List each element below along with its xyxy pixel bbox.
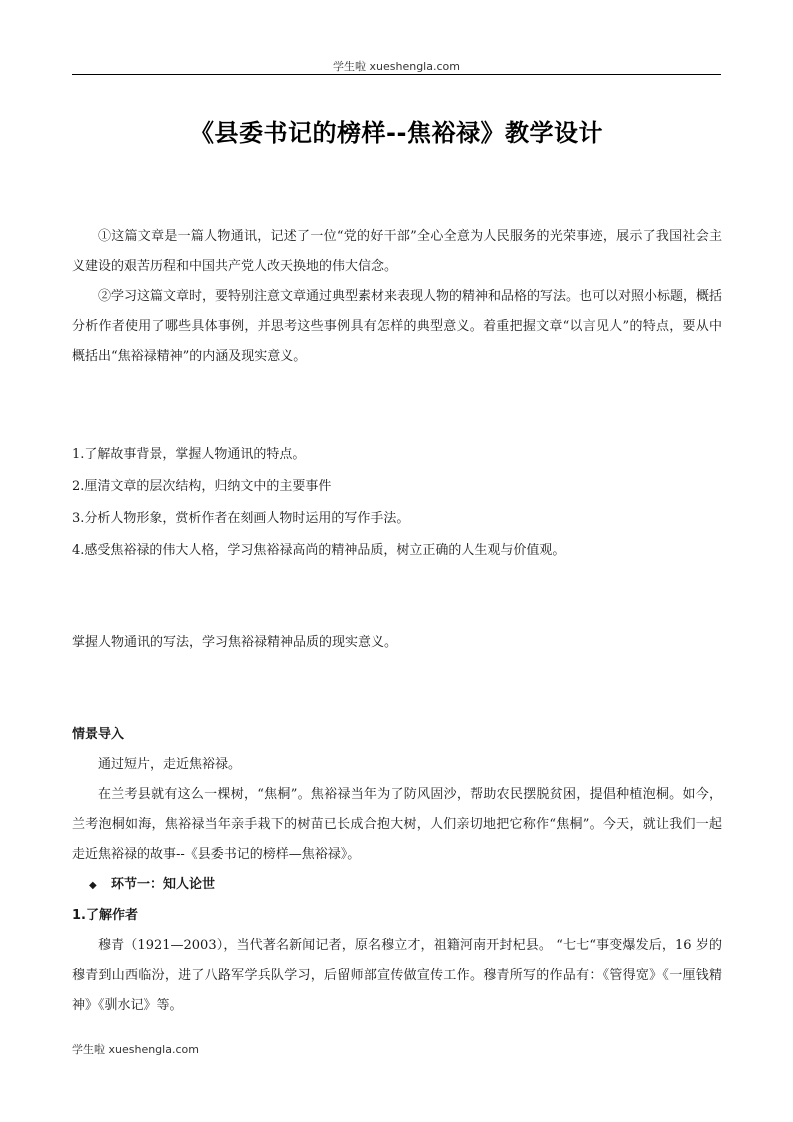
section-heading [72,870,722,901]
objectives-list [72,439,722,567]
objective-item: 2.厘清文章的层次结构，归纳文中的主要事件 [72,479,332,494]
sub-heading: 1.了解作者 [72,908,138,923]
diamond-bullet-icon: ◆ [89,880,97,891]
story-paragraph: 在兰考县就有这么一棵树，“焦桐”。焦裕禄当年为了防风固沙，帮助农民摆脱贫困，提倡种植泡桐。如今，兰考泡桐如海，焦裕禄当年亲手栽下的树苗已长成合抱大树，人们亲切地把它称作“焦桐”。今天，就让我们一起走近焦裕禄的故事--《县委书记的榜样—焦裕禄》。 [72,787,722,862]
intro-paragraph-2: ②学习这篇文章时，要特别注意文章通过典型素材来表现人物的精神和品格的写法。也可以对照小标题，概括分析作者使用了哪些具体事例，并思考这些事例具有怎样的典型意义。着重把握文章“以言见人”的特点，要从中概括出“焦裕禄精神”的内涵及现实意义。 [72,289,723,364]
objective-item: 3.分析人物形象，赏析作者在刻画人物时运用的写作手法。 [72,511,410,526]
intro-paragraph-1: ①这篇文章是一篇人物通讯，记述了一位“党的好干部”全心全意为人民服务的光荣事迹，展示了我国社会主义建设的艰苦历程和中国共产党人改天换地的伟大信念。 [72,229,722,274]
page-header: 学生啦 xueshengla.com [333,60,460,73]
objective-item: 1.了解故事背景，掌握人物通讯的特点。 [72,447,306,462]
teaching-process [72,720,722,1021]
page-footer: 学生啦 xueshengla.com [72,1043,199,1056]
author-bio-paragraph: 穆青（1921—2003），当代著名新闻记者，原名穆立才，祖籍河南开封杞县。 “七七“事变爆发后，16 岁的穆青到山西临汾，进了八路军学兵队学习，后留师部宣传做宣传工作。穆青所写的作品有：《管得宽》《一厘钱精神》《驯水记》等。 [72,938,722,1013]
key-point-text: 掌握人物通讯的写法，学习焦裕禄精神品质的现实意义。 [72,635,398,650]
section-title: 环节一：知人论世 [111,877,216,892]
key-point-section [72,627,722,659]
header-divider [72,74,721,75]
situation-intro-heading: 情景导入 [72,727,125,742]
objective-item: 4.感受焦裕禄的伟大人格，学习焦裕禄高尚的精神品质，树立正确的人生观与价值观。 [72,543,566,558]
intro-section [72,222,722,372]
document-title: 《县委书记的榜样--焦裕禄》教学设计 [190,119,603,147]
lead-text: 通过短片，走近焦裕禄。 [98,757,242,772]
